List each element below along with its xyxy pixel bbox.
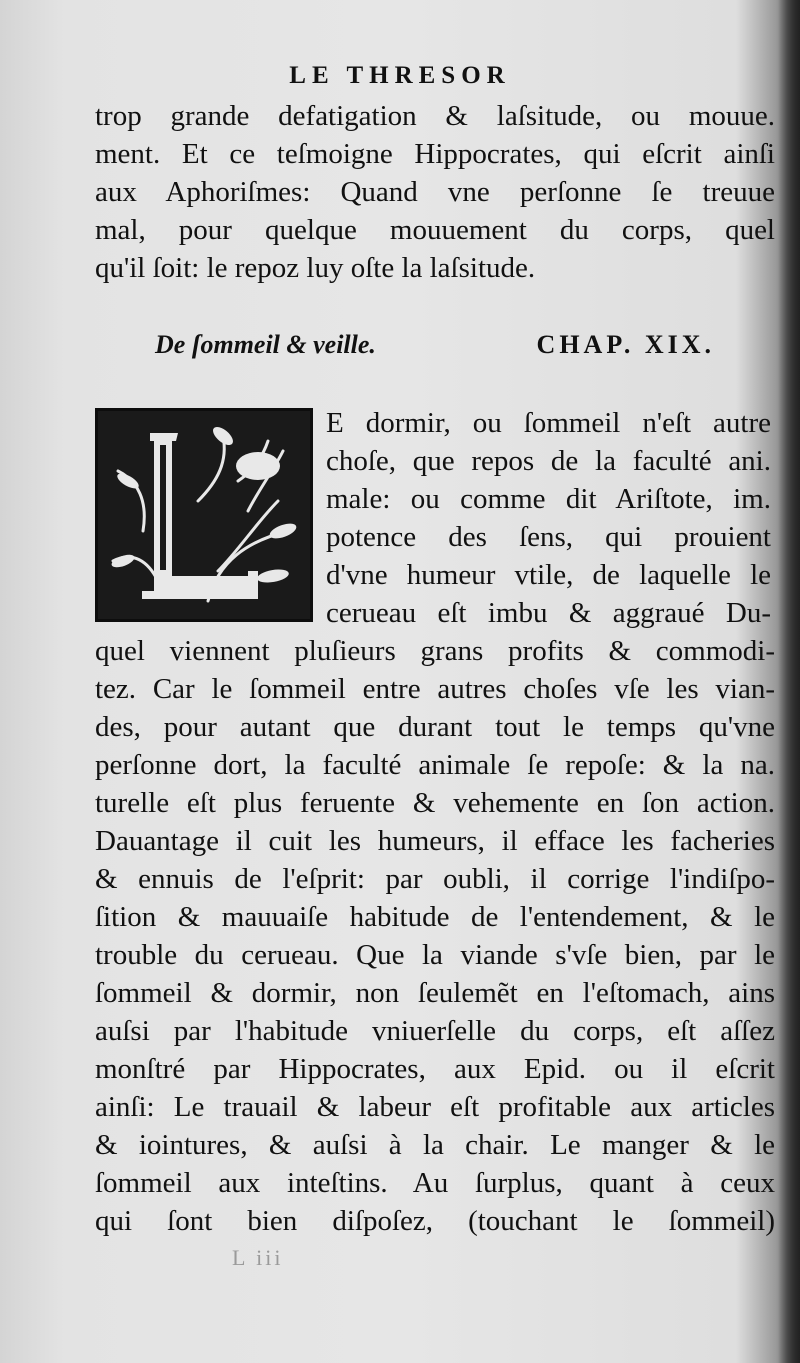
text-line: Dauantage il cuit les humeurs, il efface les facheries bbox=[95, 825, 775, 857]
chapter-heading bbox=[155, 330, 715, 360]
chapter-title: De ſommeil & veille. bbox=[155, 330, 376, 359]
text-line: monſtré par Hippocrates, aux Epid. ou il eſcrit bbox=[95, 1053, 775, 1085]
text-line: auſsi par l'habitude vniuerſelle du corps, eſt aſſez bbox=[95, 1015, 775, 1047]
text-line: ſommeil aux inteſtins. Au ſurplus, quant à ceux bbox=[95, 1167, 775, 1199]
text-line: qui ſont bien diſpoſez, (touchant le ſommeil) bbox=[95, 1205, 775, 1237]
decorated-initial-L-icon bbox=[95, 408, 313, 622]
page-gutter-shadow bbox=[778, 0, 800, 1363]
text-line: d'vne humeur vtile, de laquelle le bbox=[326, 559, 771, 591]
text-line: qu'il ſoit: le repoz luy oſte la laſsitude. bbox=[95, 252, 536, 284]
text-line: E dormir, ou ſommeil n'eſt autre bbox=[326, 407, 771, 439]
text-line: turelle eſt plus feruente & vehemente en ſon action. bbox=[95, 787, 775, 819]
text-line: potence des ſens, qui prouient bbox=[326, 521, 771, 553]
text-line: trop grande defatigation & laſsitude, ou mouue. bbox=[95, 100, 775, 132]
text-line: quel viennent pluſieurs grans profits & commodi- bbox=[95, 635, 775, 667]
text-line: ſition & mauuaiſe habitude de l'entendement, & le bbox=[95, 901, 775, 933]
text-line: perſonne dort, la faculté animale ſe repoſe: & la na. bbox=[95, 749, 775, 781]
text-line: choſe, que repos de la faculté ani. bbox=[326, 445, 771, 477]
text-line: & iointures, & auſsi à la chair. Le manger & le bbox=[95, 1129, 775, 1161]
text-line: aux Aphoriſmes: Quand vne perſonne ſe treuue bbox=[95, 176, 775, 208]
text-line: ſommeil & dormir, non ſeulemẽt en l'eſtomach, ains bbox=[95, 977, 775, 1009]
running-header: LE THRESOR bbox=[289, 62, 511, 89]
text-line: des, pour autant que durant tout le temps qu'vne bbox=[95, 711, 775, 743]
text-line: & ennuis de l'eſprit: par oubli, il corrige l'indiſpo- bbox=[95, 863, 775, 895]
text-line: mal, pour quelque mouuement du corps, quel bbox=[95, 214, 775, 246]
chapter-number: CHAP. XIX. bbox=[536, 330, 715, 359]
text-line: cerueau eſt imbu & aggraué Du- bbox=[326, 597, 771, 629]
text-line: ainſi: Le trauail & labeur eſt profitable aux articles bbox=[95, 1091, 775, 1123]
text-line: trouble du cerueau. Que la viande s'vſe bien, par le bbox=[95, 939, 775, 971]
text-line: tez. Car le ſommeil entre autres choſes vſe les vian- bbox=[95, 673, 775, 705]
signature-mark: L iii bbox=[232, 1245, 284, 1270]
text-line: ment. Et ce teſmoigne Hippocrates, qui eſcrit ainſi bbox=[95, 138, 775, 170]
text-line: male: ou comme dit Ariſtote, im. bbox=[326, 483, 771, 515]
